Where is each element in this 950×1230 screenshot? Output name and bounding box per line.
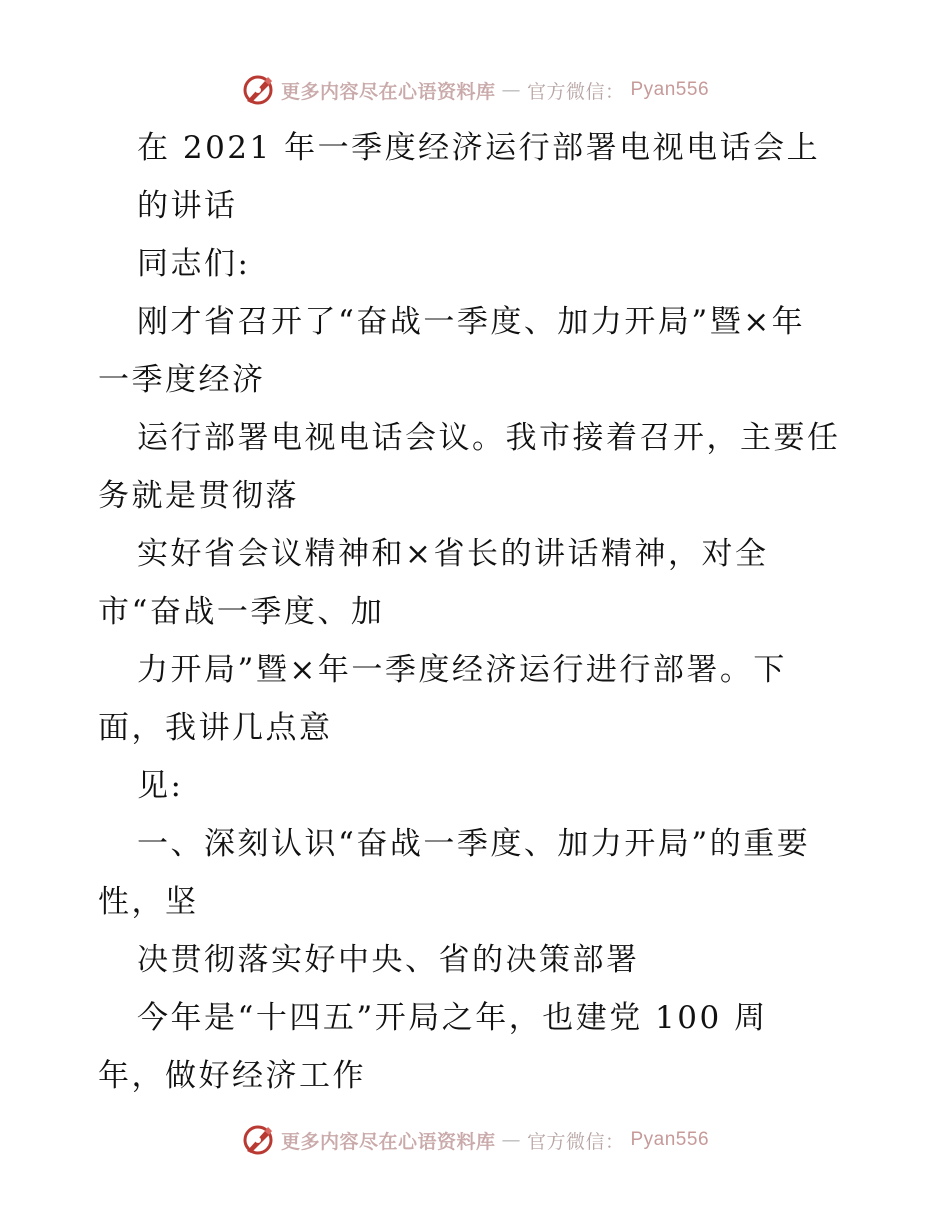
paragraph-line: 面，我讲几点意 [98,710,333,746]
section-heading-line: 性，坚 [98,884,199,920]
paragraph-line: 运行部署电视电话会议。我市接着召开，主要任 [137,420,841,456]
header-banner-separator: — [501,79,521,101]
salutation-line: 同志们: [137,246,251,282]
paragraph-line: 年，做好经济工作 [98,1058,366,1094]
header-wechat-id: Pyan556 [630,79,710,100]
paragraph-line: 一季度经济 [98,362,266,398]
title-line-1: 在 2021 年一季度经济运行部署电视电话会上 [137,130,821,166]
footer-banner-text: 更多内容尽在心语资料库 [280,1130,496,1153]
paragraph-line: 务就是贯彻落 [98,478,299,514]
section-heading-line: 决贯彻落实好中央、省的决策部署 [137,942,640,978]
paragraph-line: 市“奋战一季度、加 [98,594,385,630]
paragraph-line: 见: [137,768,184,804]
paragraph-line: 刚才省召开了“奋战一季度、加力开局”暨×年 [137,304,806,340]
footer-banner [0,1120,950,1160]
title-line-2: 的讲话 [137,188,238,224]
header-banner [0,70,950,110]
header-banner-text: 更多内容尽在心语资料库 [280,80,496,103]
paragraph-line: 力开局”暨×年一季度经济运行进行部署。下 [137,652,787,688]
paragraph-line: 今年是“十四五”开局之年，也建党 100 周 [137,1000,768,1036]
section-heading-line: 一、深刻认识“奋战一季度、加力开局”的重要 [137,826,811,862]
paragraph-line: 实好省会议精神和×省长的讲话精神，对全 [137,536,769,572]
pen-circle-logo-icon [241,1123,275,1157]
footer-wechat-label: 官方微信： [526,1130,625,1153]
pen-circle-logo-icon [241,73,275,107]
footer-banner-separator: — [501,1129,521,1151]
header-wechat-label: 官方微信： [526,80,625,103]
footer-wechat-id: Pyan556 [630,1129,710,1150]
